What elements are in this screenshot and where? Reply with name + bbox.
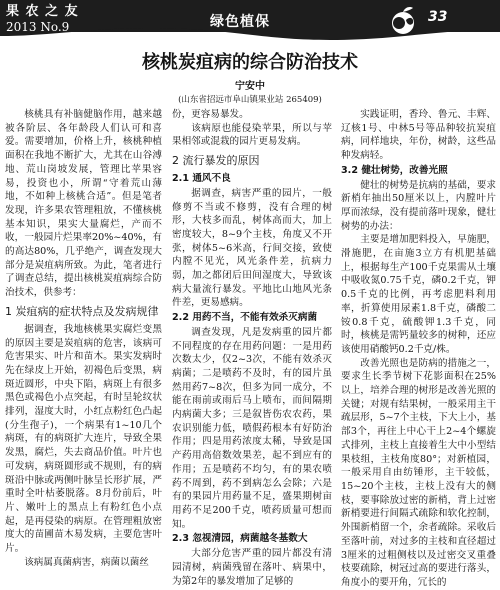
- section-title: 绿色植保: [210, 14, 270, 30]
- text-column-2: [172, 108, 332, 587]
- paragraph: 改善光照也是防病的措施之一，要求生长季节树下花影面积在25%以上，培养合理的树形是改善光照的关键；对规有结果树，一般采用主干疏层形，5~7个主枝，下大上小，基部3个，再往上中心干上2~4个螺旋式排列，主枝上直接着生大中小型结果枝组，主枝角度80°；对新植园，一般采用自由纺锤形，主干较低，15~20个主枝，主枝上没有大的侧枝，要事除放过密的新梢，背上过密新梢要进行间隔式疏除和软化控制，外围新梢留一个，余者疏除。采收后至落叶前，对过多的主枝和直径超过3厘米的过粗侧枝以及过密交叉重叠枝要疏除，树冠过高的要进行落头，角度小的要开角，冗长的: [341, 357, 496, 588]
- subsection-heading: 3.2 健壮树势，改善光照: [341, 164, 448, 176]
- article-affiliation: (山东省招远市阜山镇果业站 265409): [178, 95, 322, 105]
- subsection-heading: 2.1 通风不良: [172, 173, 231, 185]
- paragraph: 核桃具有补脑健脑作用，越来越被各阶层、各年龄段人们认可和喜爱。需要增加，价格上升，核桃种植面积在我地不断扩大，尤其在山谷溥地、荒山岗坡发展，管理比苹果容易，投资也小，所谓“守着荒山薄地，不如种上核桃合适”。但是笔者发现，许多果农管理粗放，不懂核桃基本知识，果实大量腐烂，产而不收，一般园片烂果率20%~40%，有的高达80%，几乎绝产，调查发现大部分是炭疽病所致。为此，笔者进行了调查总结，提出核桃炭疽病综合防治技术，供参考：: [5, 109, 162, 299]
- text-column-1: [5, 108, 162, 568]
- subsection-heading: 2.3 忽视清园，病菌越冬基数大: [172, 533, 308, 545]
- paragraph: 健壮的树势是抗病的基础，要求新梢年抽出50厘米以上，内膛叶片厚而浓绿，没有提前落叶现象，健壮树势的办法：: [341, 179, 496, 232]
- article-author: 宁安中: [235, 81, 265, 92]
- issue-number: 2013 No.9: [6, 20, 70, 34]
- paragraph: 该病属真菌病害，病菌以菌丝: [24, 556, 149, 568]
- subsection-heading: 2.2 用药不当，不能有效杀灭病菌: [172, 312, 318, 324]
- section-heading: 2 流行暴发的原因: [172, 154, 260, 168]
- page-header: [0, 0, 500, 44]
- paragraph: 据调查，病害严重的园片，一般修剪不当或不修剪，没有合理的树形，大枝多而乱，树体高而大，加上密度较大，8~9个主枝，角度又不开张，树体5~6米高，行间交接，致使内膛不见光，风光条件差，抗病力弱，加之都闭后田间湿度大，导致该病大量流行暴发。平地比山地风光条件差，更易感病。: [172, 187, 332, 309]
- section-heading: 1 炭疽病的症状特点及发病规律: [5, 304, 159, 318]
- article-title: 核桃炭疽病的综合防治技术: [142, 52, 358, 73]
- paragraph: 大部分危害严重的园片都没有清园清树，病菌残留在落叶、病果中，为第2年的暴发增加了足够的: [172, 548, 332, 587]
- page-number: 33: [428, 9, 448, 25]
- magazine-name: 果 农 之 友: [6, 4, 79, 19]
- fruit-logo-icon: [386, 4, 420, 38]
- paragraph: 份，更容易暴发。: [172, 109, 249, 120]
- paragraph: 调查发现，凡是发病重的园片都不同程度的存在用药问题：一是用药次数太少，仅2~3次，不能有效杀灭病菌；二是喷药不及时，有的园片虽然用药7~8次，但多为同一成分，不能在雨前或雨后马上喷布，而间隔期内病菌大多；三是叙皆伤农农药，果农识别能力低，喷假药根本有好防治作用；四是用药浓度太稀，导致是国产药用高倍数效果差，起不到应有的作用；五是喷药不均匀，有的果农喷药不周到，药不到病怎么会除；六是有的果园片用药量不足，盛果期树亩用药不足200千克，喷药质量可想而知。: [172, 326, 332, 530]
- paragraph: 据调查，我地核桃果实腐烂变黑的原因主要是炭疽病的危害，该病可危害果实、叶片和苗木。果实发病时先在绿皮上开始，初褐色后变黑，病斑近圆形，中央下陷，病斑上有很多黑色或褐色小点突起，有时呈轮纹状排列，湿度大时，小红点粉红色凸起(分生孢子)，一个病果有1~10几个病斑，有的病斑扩大连片，导致全果发黑，腐烂，失去商品价值。叶片也可发病，病斑圆形或不规则，有的病斑沿中脉或两侧叶脉呈长形扩展，严重时全叶枯萎脱落。8月份前后，叶片、嫩叶上的黑点上有粉红色小点起，是再侵染的病原。在管理粗放密度大的苗圃苗木易发病，主要危害叶片。: [5, 323, 162, 555]
- paragraph: 该病原也能侵染苹果，所以与苹果相邻或混栽的园片更易发病。: [172, 122, 332, 148]
- magazine-info: [6, 4, 79, 34]
- text-column-3: [341, 108, 496, 588]
- paragraph: 实践证明，香玲、鲁元、丰辉、辽核1号、中林5号等品种较抗炭疽病，同样地块，年份，树龄，这些品种发病轻。: [341, 109, 496, 162]
- paragraph: 主要是增加肥料投入，早施肥，滑施肥，在亩施3立方有机肥基础上，根据每生产100千克果需从土壤中吸收氮0.75千克，磷0.2千克，钾0.5千克的比例，再考虑肥料利用率，折算使用尿素1.8千克，磷酸二铵0.8千克，硫酸钾1.3千克，同时，核桃是需钙量较多的树种，还应该使用硝酸钙0.2千克/株。: [341, 234, 496, 355]
